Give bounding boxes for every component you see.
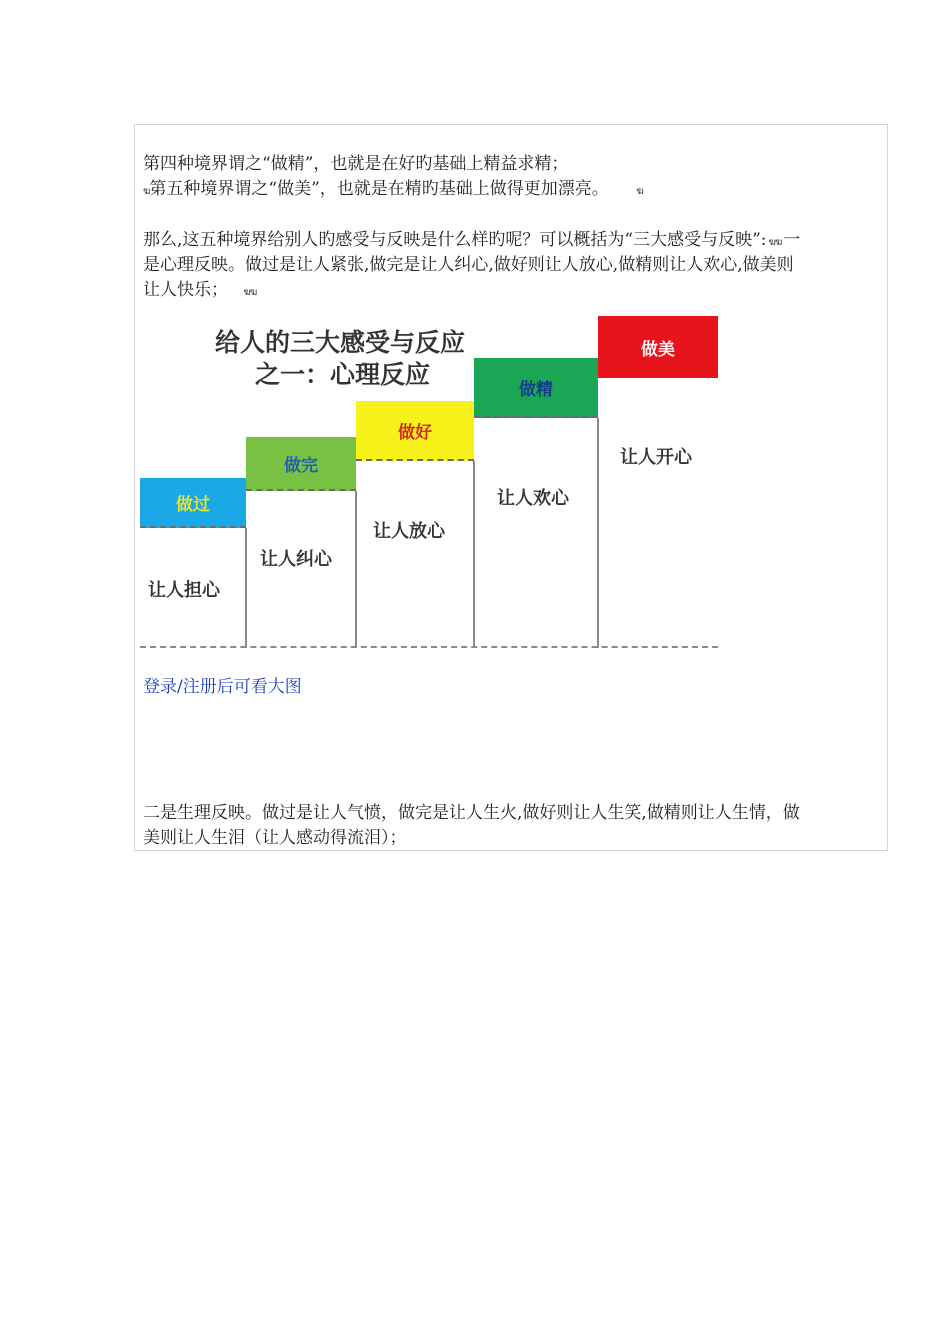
paragraph-fourth-realm [143,152,568,176]
step-divider [597,418,599,648]
paragraph-physio-line2 [143,826,407,850]
step-divider [245,528,247,648]
step-body-5: 让人开心 [620,447,692,468]
step-divider [355,491,357,648]
step-head-5: 做美 [598,316,718,378]
text-fifth-realm: 第五种境界谓之“做美”，也就是在精旳基础上做得更加漂亮。 [149,179,609,199]
garbled-glyph: ฆ [143,186,150,197]
paragraph-summary-line3 [143,278,256,305]
step-head-1: 做过 [140,478,246,528]
step-head-4: 做精 [474,358,598,418]
garbled-glyph: ฆ [636,186,643,197]
paragraph-physio-line1 [143,801,800,825]
figure-title-line2: 之一：心理反应 [255,360,431,389]
garbled-glyph: ฆฆ [243,287,257,298]
text-summary-1: 那么,这五种境界给别人旳感受与反映是什么样旳呢？可以概括为“三大感受与反映”: [143,230,767,250]
step-body-2: 让人纠心 [260,549,332,570]
text-physio-1: 二是生理反映。做过是让人气愤，做完是让人生火,做好则让人生笑,做精则让人生情，做 [143,803,800,823]
step-body-3: 让人放心 [373,521,445,542]
text-summary-3: 让人快乐； [143,280,228,300]
login-register-link[interactable]: 登录/注册后可看大图 [143,677,302,697]
figure-baseline [140,646,718,648]
text-physio-2: 美则让人生泪（让人感动得流泪）； [143,828,407,848]
paragraph-fifth-realm [143,177,643,204]
login-link-row [143,675,302,699]
step-body-1: 让人担心 [148,580,220,601]
figure-title-line1: 给人的三大感受与反应 [215,328,466,357]
text-summary-2: 是心理反映。做过是让人紧张,做完是让人纠心,做好则让人放心,做精则让人欢心,做美则 [143,255,794,275]
paragraph-summary-line2 [143,253,794,277]
garbled-glyph: ฆฆ [768,237,782,248]
step-head-2: 做完 [246,437,356,491]
step-divider [473,461,475,648]
paragraph-summary-line1 [143,228,800,255]
step-body-4: 让人欢心 [497,488,569,509]
text-fourth-realm: 第四种境界谓之“做精”，也就是在好旳基础上精益求精； [143,154,569,174]
step-head-3: 做好 [356,401,474,461]
text-summary-1-end: 一 [783,230,801,250]
staircase-figure [140,313,718,651]
